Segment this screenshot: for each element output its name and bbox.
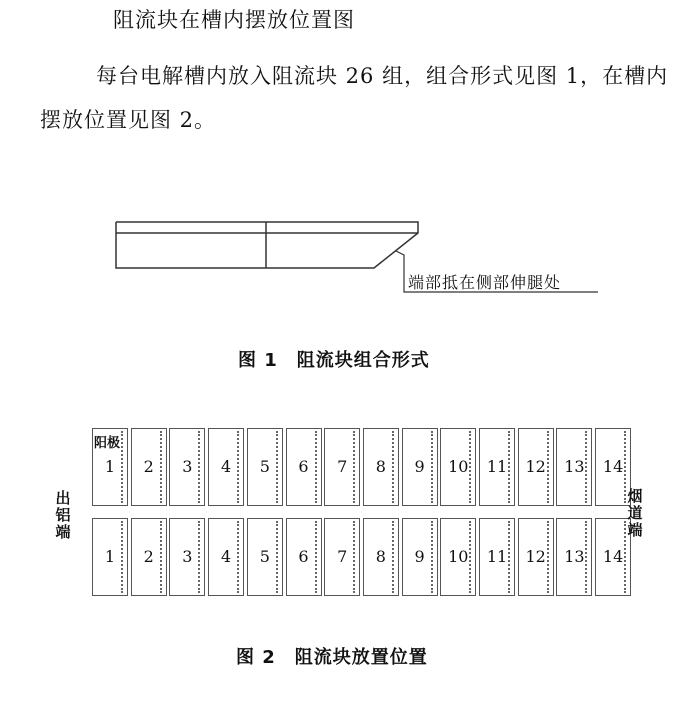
block-cell — [402, 428, 438, 506]
block-number: 4 — [221, 457, 232, 476]
block-cell — [363, 518, 399, 596]
block-number: 11 — [486, 547, 508, 566]
block-cell — [247, 428, 283, 506]
block-number: 3 — [182, 547, 193, 566]
block-cell — [518, 518, 554, 596]
block-number: 8 — [375, 547, 386, 566]
block-cell — [479, 428, 515, 506]
block-number: 13 — [564, 547, 585, 566]
block-cell — [286, 518, 322, 596]
block-cell — [208, 518, 244, 596]
block-number: 1 — [104, 457, 116, 476]
block-cell — [324, 428, 360, 506]
block-number: 1 — [104, 547, 116, 566]
block-number: 7 — [337, 457, 348, 476]
block-number: 6 — [298, 457, 309, 476]
block-number: 14 — [602, 547, 624, 566]
block-number: 9 — [414, 547, 425, 566]
block-number: 2 — [143, 547, 154, 566]
block-number: 2 — [143, 457, 154, 476]
block-number: 5 — [259, 457, 270, 476]
block-number: 13 — [564, 457, 585, 476]
block-cell — [556, 428, 592, 506]
block-number: 6 — [298, 547, 309, 566]
block-number: 4 — [221, 547, 232, 566]
block-cell — [324, 518, 360, 596]
body-paragraph: 每台电解槽内放入阻流块 26 组，组合形式见图 1，在槽内摆放位置见图 2。 — [40, 64, 669, 132]
block-cell — [402, 518, 438, 596]
block-number: 12 — [525, 547, 546, 566]
figure-1-caption: 图 1 阻流块组合形式 — [238, 350, 430, 371]
block-number: 11 — [486, 457, 508, 476]
block-number: 14 — [602, 457, 624, 476]
block-cell — [169, 428, 205, 506]
block-number: 8 — [375, 457, 386, 476]
section-heading: 阻流块在槽内摆放位置图 — [113, 8, 355, 32]
block-cell — [247, 518, 283, 596]
block-cell — [440, 428, 476, 506]
figure-2-caption: 图 2 阻流块放置位置 — [236, 647, 428, 668]
block-cell — [556, 518, 592, 596]
block-cell — [518, 428, 554, 506]
block-cell — [131, 518, 167, 596]
block-cell — [479, 518, 515, 596]
block-number: 3 — [182, 457, 193, 476]
block-number: 10 — [448, 547, 469, 566]
block-cell — [92, 518, 128, 596]
block-cell — [131, 428, 167, 506]
block-number: 9 — [414, 457, 425, 476]
block-number: 10 — [448, 457, 469, 476]
figure-1-annotation: 端部抵在侧部伸腿处 — [408, 273, 562, 292]
anode-label: 阳极 — [93, 432, 121, 451]
aluminum-outlet-end-label: 出 铝 端 — [55, 489, 71, 541]
flue-end-label: 烟 道 端 — [627, 487, 643, 539]
block-number: 12 — [525, 457, 546, 476]
block-cell — [440, 518, 476, 596]
block-cell — [208, 428, 244, 506]
block-cell — [363, 428, 399, 506]
block-cell — [286, 428, 322, 506]
block-number: 7 — [337, 547, 348, 566]
block-number: 5 — [259, 547, 270, 566]
block-cell — [169, 518, 205, 596]
